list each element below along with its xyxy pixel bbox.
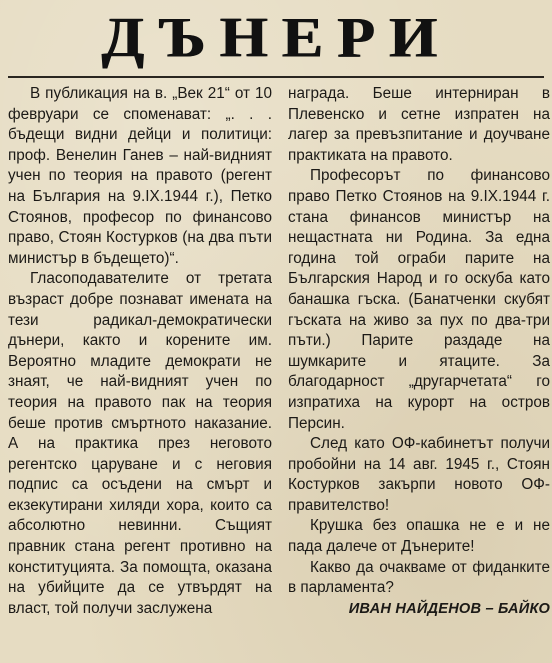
headline [0, 0, 552, 76]
headline-rule [8, 76, 544, 78]
article-paragraph: Гласоподавателите от третата възраст добре познават имената на тези радикал-демократически дънери, както и корените им. Вероятно младите демократи не знаят, че най-видният учен по теория на правото пак на теория беше против смъртното наказание. А на практика през неговото регентско царуване и с неговия подпис са осъдени на смърт и екзекутирани хиляди хора, които са абсолютно невинни. Същият правник стана регент противно на конституцията. За помощта, оказана на убийците да се утвърдят на власт, той получи заслужена [8, 270, 272, 617]
article-column-right [288, 84, 550, 619]
article-paragraph: Крушка без опашка не е и не пада далече от Дънерите! [288, 517, 550, 556]
article-column-left [8, 84, 272, 619]
article-paragraph: След като ОФ-кабинетът получи пробойни на 14 авг. 1945 г., Стоян Костурков закърпи новото ОФ-правителство! [288, 435, 550, 514]
article-paragraph-continued: награда. Беше интерниран в Плевенско и сетне изпратен на лагер за превъзпитание и доучване практиката на правото. [288, 85, 550, 164]
article-paragraph: В публикация на в. „Век 21“ от 10 февруари се споменават: „. . . бъдещи видни дейци и политици: проф. Венелин Ганев – най-видният учен по теория на правото (регент на България на 9.IX.1944 г.), Петко Стоянов, професор по финансово право, Стоян Костурков (на два пъти министър в бъдещето)“. [8, 85, 272, 267]
author-signature: ИВАН НАЙДЕНОВ – БАЙКО [348, 600, 550, 617]
article-paragraph: Какво да очакваме от фиданките в парламента? [288, 558, 550, 597]
article-paragraph: Професорът по финансово право Петко Стоянов на 9.IX.1944 г. стана финансов министър на нещастната ни Родина. За една година той ограби парите на Българския Народ и го оскуба като банашка гъска. (Банатченки скубят гъската на живо за пух по два-три пъти.) Парите раздаде на шумкарите и ятаците. За благодарност „другарчетата“ го изпратиха на курорт на остров Персин. [288, 167, 550, 432]
headline-text: ДЪНЕРИ [101, 6, 451, 70]
